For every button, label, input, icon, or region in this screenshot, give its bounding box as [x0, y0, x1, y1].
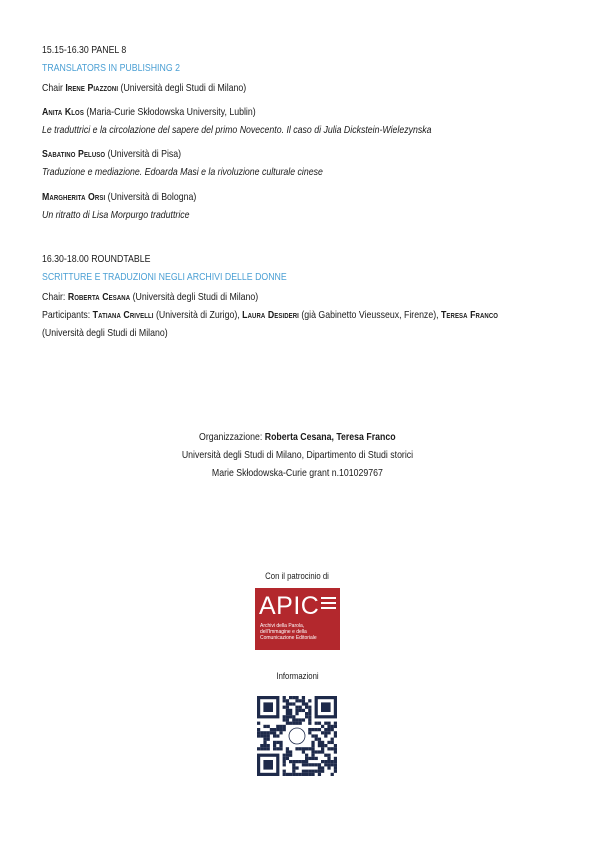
- speaker-name: Sabatino Peluso: [42, 149, 106, 160]
- participant-name: Teresa Franco: [440, 310, 499, 321]
- participant-name: Tatiana Crivelli: [92, 310, 154, 321]
- roundtable-time: 16.30-18.00 ROUNDTABLE: [42, 254, 151, 265]
- logo-wordmark: APIC: [259, 592, 320, 620]
- logo-bars: [321, 597, 336, 617]
- panel8-title: TRANSLATORS IN PUBLISHING 2: [42, 63, 180, 74]
- participant-name: Laura Desideri: [242, 310, 299, 321]
- patronage-label: Con il patrocinio di: [265, 571, 330, 581]
- info-label: Informazioni: [276, 671, 319, 681]
- panel8-time: 15.15-16.30 PANEL 8: [42, 45, 127, 56]
- qr-code[interactable]: [257, 696, 337, 776]
- organization-line2: Università degli Studi di Milano, Dipartimento di Studi storici: [181, 450, 414, 461]
- roundtable-chair: Chair: Roberta Cesana (Università degli Studi di Milano): [42, 292, 259, 303]
- talk-2-title: Traduzione e mediazione. Edoarda Masi e la rivoluzione culturale cinese: [42, 167, 323, 178]
- talk-1-title: Le traduttrici e la circolazione del sapere del primo Novecento. Il caso di Julia Dickstein-Wielezynska: [42, 125, 432, 136]
- talk-3-title: Un ritratto di Lisa Morpurgo traduttrice: [42, 210, 190, 221]
- roundtable-participants: Participants: Tatiana Crivelli (Università di Zurigo), Laura Desideri (già Gabinetto Vieusseux, Firenze), Teresa Franco: [42, 310, 499, 321]
- qr-code-graphic: [257, 696, 337, 776]
- panel8-section: [42, 44, 140, 57]
- speaker-name: Anita Klos: [42, 107, 84, 118]
- talk-1-speaker: Anita Klos (Maria-Curie Skłodowska University, Lublin): [42, 107, 256, 118]
- organization-line1: Organizzazione: Roberta Cesana, Teresa Franco: [199, 432, 396, 443]
- organizer-names: Roberta Cesana, Teresa Franco: [264, 432, 396, 443]
- organization-line3: Marie Skłodowska-Curie grant n.101029767: [212, 468, 383, 479]
- roundtable-participant-affil: (Università degli Studi di Milano): [42, 328, 168, 339]
- speaker-name: Margherita Orsi: [42, 192, 106, 203]
- chair-name: Irene Piazzoni: [65, 83, 119, 94]
- talk-2-speaker: Sabatino Peluso (Università di Pisa): [42, 149, 182, 160]
- chair-name: Roberta Cesana: [67, 292, 131, 303]
- roundtable-title: SCRITTURE E TRADUZIONI NEGLI ARCHIVI DELLE DONNE: [42, 272, 287, 283]
- logo-subtitle: Archivi della Parola, dell'Immagine e della Comunicazione Editoriale: [260, 623, 317, 641]
- apice-logo: [255, 588, 340, 650]
- organization-block: [0, 425, 595, 444]
- panel8-chair: Chair Irene Piazzoni (Università degli Studi di Milano): [42, 83, 247, 94]
- talk-3-speaker: Margherita Orsi (Università di Bologna): [42, 192, 197, 203]
